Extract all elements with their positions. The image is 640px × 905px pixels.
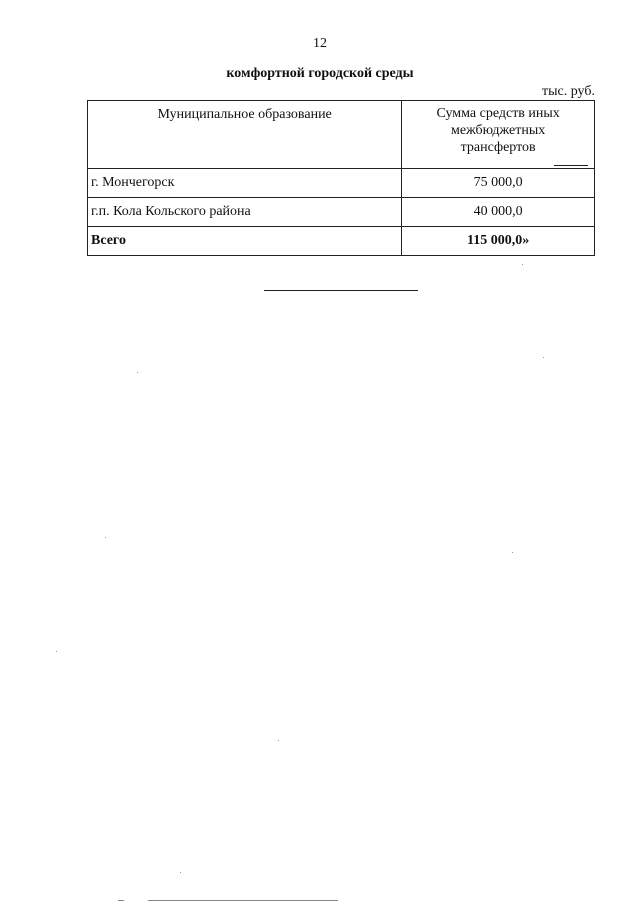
page-number: 12: [313, 36, 327, 51]
row-sum: 75 000,0: [402, 169, 595, 198]
header-sum-line-3: трансфертов: [460, 140, 536, 155]
table-row: [88, 198, 595, 227]
unit-label: тыс. руб.: [542, 84, 595, 99]
scan-speck: [543, 357, 544, 358]
scan-speck: [56, 651, 57, 652]
scan-speck: [522, 264, 523, 265]
scan-edge-line: [118, 900, 124, 901]
total-label: Всего: [88, 227, 402, 256]
scan-speck: [278, 740, 279, 741]
total-sum: 115 000,0»: [402, 227, 595, 256]
scan-speck: [180, 872, 181, 873]
row-name: г. Мончегорск: [88, 169, 402, 198]
scan-speck: [512, 552, 513, 553]
row-sum: 40 000,0: [402, 198, 595, 227]
transfers-table: [87, 100, 595, 256]
scan-speck: [105, 537, 106, 538]
scan-edge-line: [148, 900, 338, 901]
header-underline: [554, 165, 588, 166]
header-sum-line-2: межбюджетных: [451, 123, 546, 138]
row-name: г.п. Кола Кольского района: [88, 198, 402, 227]
header-municipality: Муниципальное образование: [88, 101, 402, 169]
table-header-row: [88, 101, 595, 169]
section-heading: комфортной городской среды: [226, 66, 414, 81]
table-total-row: [88, 227, 595, 256]
closing-rule: [264, 290, 418, 291]
table-row: [88, 169, 595, 198]
scan-speck: [137, 372, 138, 373]
header-sum: [402, 101, 595, 169]
header-sum-line-1: Сумма средств иных: [436, 106, 560, 121]
